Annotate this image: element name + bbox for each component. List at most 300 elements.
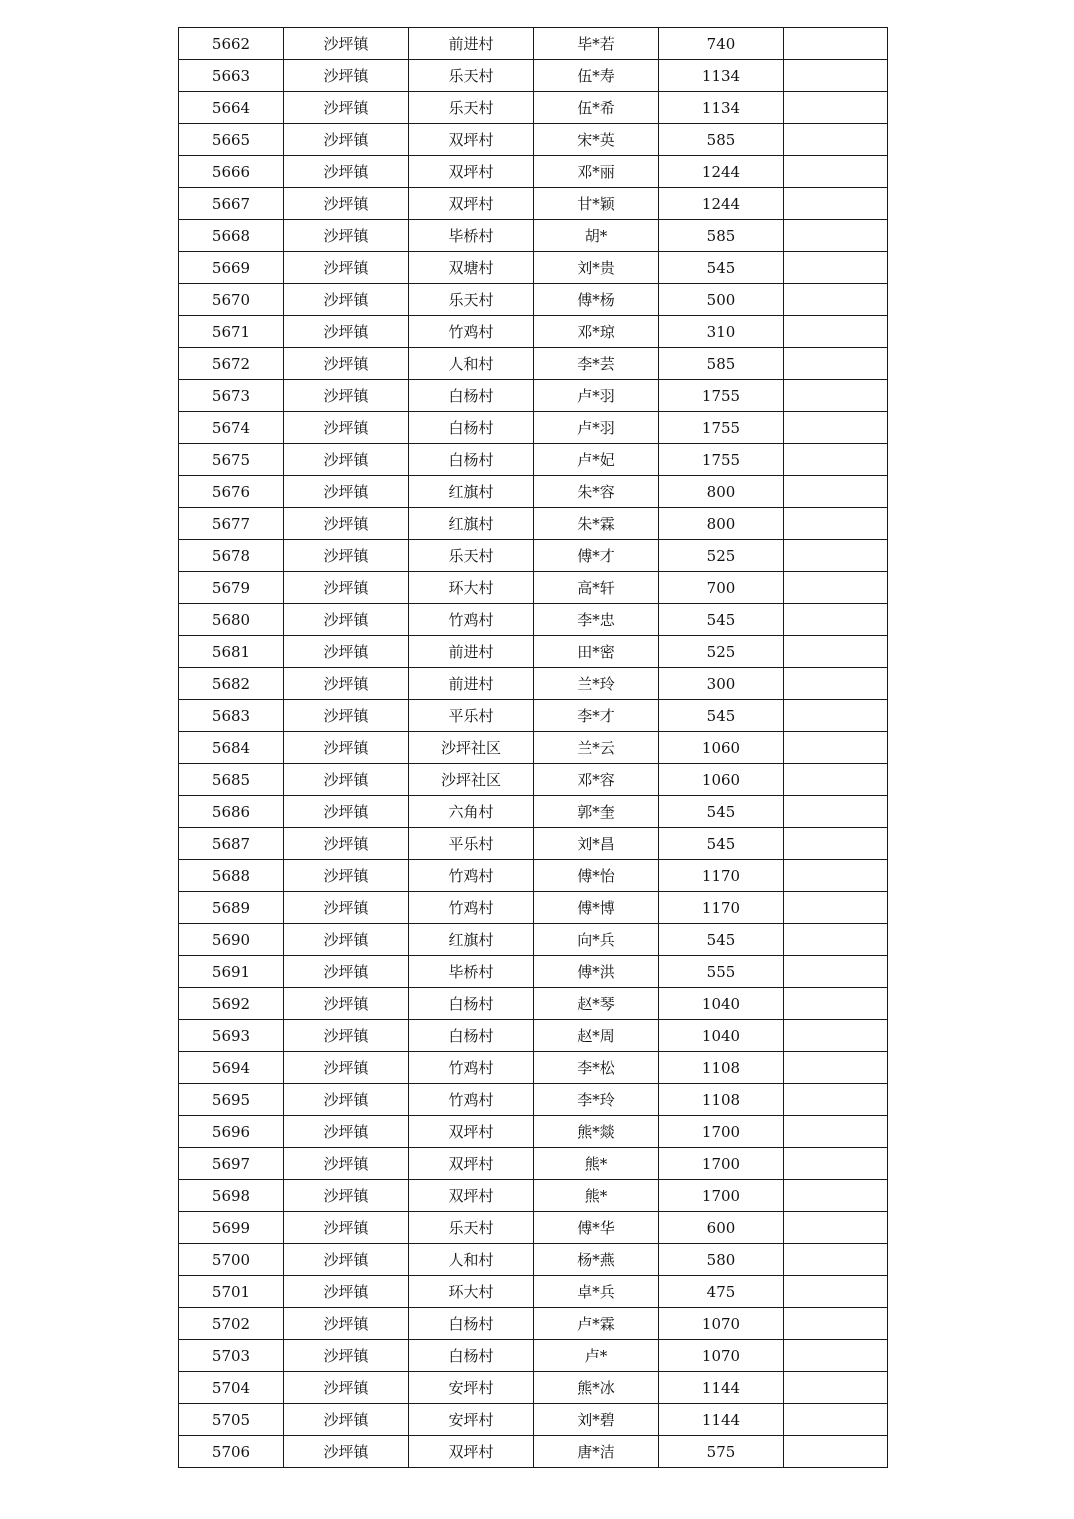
person-name-cell: 邓*容 [534,764,659,796]
table-row [179,796,888,828]
table-row [179,220,888,252]
village-cell: 沙坪社区 [409,764,534,796]
town-cell: 沙坪镇 [284,1148,409,1180]
village-cell: 人和村 [409,1244,534,1276]
person-name-cell: 傅*博 [534,892,659,924]
serial-number-cell: 5671 [179,316,284,348]
table-row [179,444,888,476]
table-row [179,124,888,156]
town-cell: 沙坪镇 [284,444,409,476]
table-row [179,92,888,124]
amount-cell: 525 [659,540,784,572]
village-cell: 白杨村 [409,1308,534,1340]
person-name-cell: 熊* [534,1148,659,1180]
person-name-cell: 胡* [534,220,659,252]
table-row [179,28,888,60]
serial-number-cell: 5678 [179,540,284,572]
table-row [179,572,888,604]
person-name-cell: 傅*杨 [534,284,659,316]
serial-number-cell: 5674 [179,412,284,444]
serial-number-cell: 5667 [179,188,284,220]
table-row [179,412,888,444]
town-cell: 沙坪镇 [284,348,409,380]
note-cell [784,1276,888,1308]
village-cell: 毕桥村 [409,956,534,988]
note-cell [784,764,888,796]
serial-number-cell: 5683 [179,700,284,732]
town-cell: 沙坪镇 [284,1276,409,1308]
note-cell [784,60,888,92]
town-cell: 沙坪镇 [284,1244,409,1276]
table-row [179,700,888,732]
serial-number-cell: 5698 [179,1180,284,1212]
town-cell: 沙坪镇 [284,828,409,860]
serial-number-cell: 5664 [179,92,284,124]
amount-cell: 1755 [659,444,784,476]
town-cell: 沙坪镇 [284,316,409,348]
note-cell [784,188,888,220]
amount-cell: 1244 [659,188,784,220]
table-row [179,348,888,380]
person-name-cell: 毕*若 [534,28,659,60]
person-name-cell: 朱*霖 [534,508,659,540]
amount-cell: 1700 [659,1180,784,1212]
town-cell: 沙坪镇 [284,508,409,540]
serial-number-cell: 5687 [179,828,284,860]
amount-cell: 300 [659,668,784,700]
serial-number-cell: 5695 [179,1084,284,1116]
note-cell [784,1148,888,1180]
amount-cell: 800 [659,476,784,508]
note-cell [784,444,888,476]
serial-number-cell: 5668 [179,220,284,252]
village-cell: 平乐村 [409,700,534,732]
town-cell: 沙坪镇 [284,1052,409,1084]
village-cell: 乐天村 [409,1212,534,1244]
village-cell: 竹鸡村 [409,1052,534,1084]
person-name-cell: 李*才 [534,700,659,732]
serial-number-cell: 5680 [179,604,284,636]
amount-cell: 1108 [659,1052,784,1084]
town-cell: 沙坪镇 [284,1020,409,1052]
amount-cell: 800 [659,508,784,540]
town-cell: 沙坪镇 [284,1404,409,1436]
person-name-cell: 伍*寿 [534,60,659,92]
amount-cell: 545 [659,796,784,828]
town-cell: 沙坪镇 [284,380,409,412]
person-name-cell: 卢*羽 [534,412,659,444]
amount-cell: 740 [659,28,784,60]
town-cell: 沙坪镇 [284,860,409,892]
serial-number-cell: 5662 [179,28,284,60]
table-row [179,508,888,540]
town-cell: 沙坪镇 [284,1180,409,1212]
serial-number-cell: 5691 [179,956,284,988]
table-row [179,604,888,636]
note-cell [784,316,888,348]
town-cell: 沙坪镇 [284,1116,409,1148]
person-name-cell: 邓*丽 [534,156,659,188]
amount-cell: 585 [659,348,784,380]
village-cell: 六角村 [409,796,534,828]
table-row [179,252,888,284]
amount-cell: 600 [659,1212,784,1244]
village-cell: 白杨村 [409,1020,534,1052]
table-row [179,668,888,700]
serial-number-cell: 5700 [179,1244,284,1276]
amount-cell: 545 [659,924,784,956]
town-cell: 沙坪镇 [284,796,409,828]
village-cell: 安坪村 [409,1372,534,1404]
person-name-cell: 李*芸 [534,348,659,380]
person-name-cell: 李*松 [534,1052,659,1084]
village-cell: 乐天村 [409,284,534,316]
village-cell: 平乐村 [409,828,534,860]
amount-cell: 1170 [659,860,784,892]
town-cell: 沙坪镇 [284,124,409,156]
note-cell [784,284,888,316]
note-cell [784,1404,888,1436]
serial-number-cell: 5685 [179,764,284,796]
town-cell: 沙坪镇 [284,60,409,92]
note-cell [784,124,888,156]
town-cell: 沙坪镇 [284,1372,409,1404]
village-cell: 白杨村 [409,1340,534,1372]
person-name-cell: 向*兵 [534,924,659,956]
note-cell [784,348,888,380]
village-cell: 双坪村 [409,124,534,156]
village-cell: 双坪村 [409,188,534,220]
serial-number-cell: 5666 [179,156,284,188]
town-cell: 沙坪镇 [284,476,409,508]
amount-cell: 700 [659,572,784,604]
town-cell: 沙坪镇 [284,412,409,444]
village-cell: 红旗村 [409,924,534,956]
table-row [179,284,888,316]
village-cell: 竹鸡村 [409,316,534,348]
amount-cell: 1755 [659,412,784,444]
amount-cell: 555 [659,956,784,988]
person-name-cell: 熊* [534,1180,659,1212]
note-cell [784,92,888,124]
serial-number-cell: 5686 [179,796,284,828]
town-cell: 沙坪镇 [284,252,409,284]
note-cell [784,380,888,412]
village-cell: 竹鸡村 [409,860,534,892]
town-cell: 沙坪镇 [284,188,409,220]
note-cell [784,700,888,732]
serial-number-cell: 5692 [179,988,284,1020]
person-name-cell: 朱*容 [534,476,659,508]
person-name-cell: 刘*碧 [534,1404,659,1436]
person-name-cell: 熊*燚 [534,1116,659,1148]
amount-cell: 1070 [659,1308,784,1340]
town-cell: 沙坪镇 [284,92,409,124]
table-row [179,1404,888,1436]
village-cell: 环大村 [409,572,534,604]
village-cell: 白杨村 [409,380,534,412]
village-cell: 沙坪社区 [409,732,534,764]
note-cell [784,668,888,700]
amount-cell: 1700 [659,1116,784,1148]
table-row [179,892,888,924]
town-cell: 沙坪镇 [284,1340,409,1372]
town-cell: 沙坪镇 [284,700,409,732]
town-cell: 沙坪镇 [284,604,409,636]
amount-cell: 1040 [659,988,784,1020]
amount-cell: 500 [659,284,784,316]
record-table-body [179,28,888,1468]
village-cell: 安坪村 [409,1404,534,1436]
table-row [179,1212,888,1244]
serial-number-cell: 5670 [179,284,284,316]
serial-number-cell: 5701 [179,1276,284,1308]
table-row [179,988,888,1020]
town-cell: 沙坪镇 [284,540,409,572]
town-cell: 沙坪镇 [284,636,409,668]
village-cell: 双塘村 [409,252,534,284]
table-row [179,1372,888,1404]
village-cell: 红旗村 [409,476,534,508]
serial-number-cell: 5676 [179,476,284,508]
serial-number-cell: 5681 [179,636,284,668]
amount-cell: 545 [659,604,784,636]
table-row [179,732,888,764]
amount-cell: 1170 [659,892,784,924]
note-cell [784,828,888,860]
table-row [179,316,888,348]
serial-number-cell: 5689 [179,892,284,924]
serial-number-cell: 5706 [179,1436,284,1468]
village-cell: 白杨村 [409,988,534,1020]
note-cell [784,156,888,188]
amount-cell: 1060 [659,732,784,764]
note-cell [784,1436,888,1468]
village-cell: 毕桥村 [409,220,534,252]
serial-number-cell: 5704 [179,1372,284,1404]
person-name-cell: 卓*兵 [534,1276,659,1308]
table-row [179,156,888,188]
town-cell: 沙坪镇 [284,988,409,1020]
amount-cell: 1108 [659,1084,784,1116]
amount-cell: 580 [659,1244,784,1276]
table-row [179,1340,888,1372]
note-cell [784,1084,888,1116]
note-cell [784,252,888,284]
amount-cell: 545 [659,700,784,732]
person-name-cell: 刘*贵 [534,252,659,284]
amount-cell: 310 [659,316,784,348]
note-cell [784,508,888,540]
serial-number-cell: 5703 [179,1340,284,1372]
table-row [179,1084,888,1116]
table-row [179,540,888,572]
note-cell [784,604,888,636]
amount-cell: 1144 [659,1404,784,1436]
amount-cell: 475 [659,1276,784,1308]
table-row [179,1276,888,1308]
table-row [179,764,888,796]
person-name-cell: 郭*奎 [534,796,659,828]
serial-number-cell: 5694 [179,1052,284,1084]
note-cell [784,220,888,252]
amount-cell: 1144 [659,1372,784,1404]
town-cell: 沙坪镇 [284,956,409,988]
person-name-cell: 唐*洁 [534,1436,659,1468]
table-row [179,1020,888,1052]
serial-number-cell: 5665 [179,124,284,156]
amount-cell: 1134 [659,92,784,124]
table-row [179,1436,888,1468]
amount-cell: 585 [659,124,784,156]
amount-cell: 545 [659,252,784,284]
person-name-cell: 田*密 [534,636,659,668]
note-cell [784,636,888,668]
serial-number-cell: 5690 [179,924,284,956]
amount-cell: 1060 [659,764,784,796]
village-cell: 双坪村 [409,1436,534,1468]
village-cell: 环大村 [409,1276,534,1308]
record-table [178,27,888,1468]
person-name-cell: 卢* [534,1340,659,1372]
amount-cell: 545 [659,828,784,860]
village-cell: 白杨村 [409,412,534,444]
table-row [179,188,888,220]
town-cell: 沙坪镇 [284,572,409,604]
serial-number-cell: 5677 [179,508,284,540]
person-name-cell: 李*玲 [534,1084,659,1116]
serial-number-cell: 5669 [179,252,284,284]
town-cell: 沙坪镇 [284,1212,409,1244]
town-cell: 沙坪镇 [284,732,409,764]
person-name-cell: 傅*华 [534,1212,659,1244]
village-cell: 前进村 [409,668,534,700]
note-cell [784,1180,888,1212]
amount-cell: 585 [659,220,784,252]
village-cell: 竹鸡村 [409,892,534,924]
village-cell: 乐天村 [409,60,534,92]
serial-number-cell: 5682 [179,668,284,700]
village-cell: 双坪村 [409,1116,534,1148]
person-name-cell: 宋*英 [534,124,659,156]
table-row [179,828,888,860]
village-cell: 双坪村 [409,1148,534,1180]
person-name-cell: 邓*琼 [534,316,659,348]
serial-number-cell: 5693 [179,1020,284,1052]
serial-number-cell: 5673 [179,380,284,412]
person-name-cell: 李*忠 [534,604,659,636]
village-cell: 前进村 [409,636,534,668]
person-name-cell: 卢*妃 [534,444,659,476]
table-row [179,1052,888,1084]
person-name-cell: 甘*颖 [534,188,659,220]
amount-cell: 1244 [659,156,784,188]
town-cell: 沙坪镇 [284,1308,409,1340]
table-row [179,924,888,956]
note-cell [784,1244,888,1276]
amount-cell: 525 [659,636,784,668]
note-cell [784,1052,888,1084]
table-row [179,1244,888,1276]
table-row [179,60,888,92]
table-row [179,476,888,508]
note-cell [784,540,888,572]
village-cell: 前进村 [409,28,534,60]
person-name-cell: 赵*周 [534,1020,659,1052]
serial-number-cell: 5699 [179,1212,284,1244]
note-cell [784,860,888,892]
note-cell [784,1372,888,1404]
table-row [179,1308,888,1340]
serial-number-cell: 5672 [179,348,284,380]
serial-number-cell: 5663 [179,60,284,92]
serial-number-cell: 5705 [179,1404,284,1436]
person-name-cell: 熊*冰 [534,1372,659,1404]
village-cell: 竹鸡村 [409,1084,534,1116]
person-name-cell: 赵*琴 [534,988,659,1020]
town-cell: 沙坪镇 [284,284,409,316]
note-cell [784,796,888,828]
amount-cell: 575 [659,1436,784,1468]
town-cell: 沙坪镇 [284,1084,409,1116]
table-row [179,636,888,668]
village-cell: 人和村 [409,348,534,380]
person-name-cell: 傅*怡 [534,860,659,892]
serial-number-cell: 5702 [179,1308,284,1340]
amount-cell: 1755 [659,380,784,412]
person-name-cell: 兰*玲 [534,668,659,700]
amount-cell: 1134 [659,60,784,92]
note-cell [784,412,888,444]
village-cell: 双坪村 [409,156,534,188]
person-name-cell: 高*轩 [534,572,659,604]
note-cell [784,476,888,508]
table-row [179,1148,888,1180]
amount-cell: 1070 [659,1340,784,1372]
serial-number-cell: 5697 [179,1148,284,1180]
person-name-cell: 卢*羽 [534,380,659,412]
person-name-cell: 伍*希 [534,92,659,124]
note-cell [784,572,888,604]
table-row [179,956,888,988]
town-cell: 沙坪镇 [284,220,409,252]
serial-number-cell: 5675 [179,444,284,476]
amount-cell: 1700 [659,1148,784,1180]
serial-number-cell: 5679 [179,572,284,604]
person-name-cell: 刘*昌 [534,828,659,860]
town-cell: 沙坪镇 [284,924,409,956]
table-row [179,1180,888,1212]
note-cell [784,1340,888,1372]
table-row [179,860,888,892]
serial-number-cell: 5684 [179,732,284,764]
note-cell [784,1020,888,1052]
person-name-cell: 傅*才 [534,540,659,572]
town-cell: 沙坪镇 [284,1436,409,1468]
note-cell [784,1308,888,1340]
town-cell: 沙坪镇 [284,156,409,188]
serial-number-cell: 5688 [179,860,284,892]
village-cell: 乐天村 [409,92,534,124]
town-cell: 沙坪镇 [284,668,409,700]
serial-number-cell: 5696 [179,1116,284,1148]
amount-cell: 1040 [659,1020,784,1052]
note-cell [784,924,888,956]
note-cell [784,956,888,988]
note-cell [784,28,888,60]
note-cell [784,892,888,924]
table-row [179,1116,888,1148]
